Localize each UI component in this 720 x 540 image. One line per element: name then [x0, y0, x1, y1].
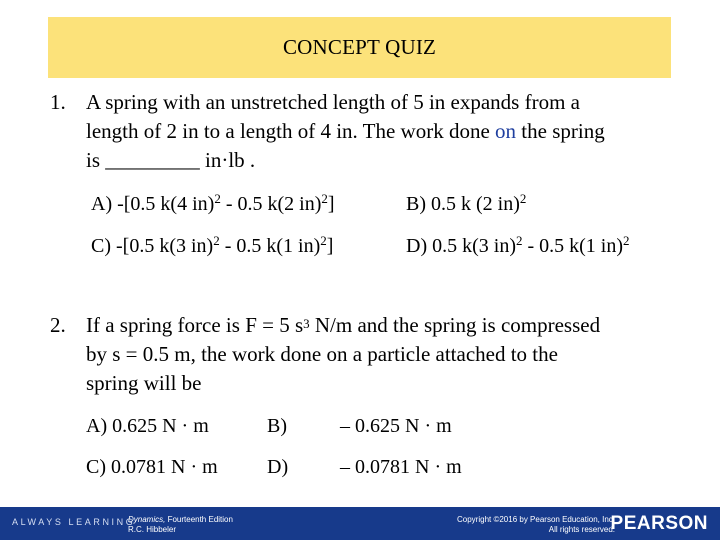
- question-1-line-3: is _________ in·lb .: [86, 148, 256, 172]
- q1-option-c-part-2: - 0.5 k(1 in): [219, 235, 321, 257]
- q2-option-d-value[interactable]: – 0.0781 N · m: [340, 456, 462, 478]
- q1-option-c-exp-1: 2: [213, 233, 220, 248]
- q1-option-c[interactable]: [91, 235, 333, 258]
- q1-option-d[interactable]: [406, 235, 630, 258]
- question-1-line-1: A spring with an unstretched length of 5 in expands from a: [86, 90, 580, 114]
- q2-option-c[interactable]: C) 0.0781 N · m: [86, 456, 218, 478]
- book-edition: Fourteenth Edition: [165, 515, 233, 524]
- question-1-line-2-post: the spring: [516, 119, 605, 143]
- q1-option-d-part-1: D) 0.5 k(3 in): [406, 235, 516, 257]
- copyright-line-2: All rights reserved.: [548, 525, 615, 534]
- q1-option-a[interactable]: [91, 193, 335, 216]
- q1-option-a-part-3: ]: [327, 193, 335, 215]
- slide-title: CONCEPT QUIZ: [282, 35, 437, 59]
- question-2-line-3: spring will be: [86, 371, 202, 395]
- question-2-line-1: [86, 311, 686, 340]
- question-1-number: 1.: [50, 90, 66, 114]
- q1-option-d-part-2: - 0.5 k(1 in): [522, 235, 624, 257]
- q1-option-b-exp: 2: [519, 191, 527, 206]
- q1-option-a-exp-1: 2: [214, 191, 221, 206]
- book-title: Dynamics,: [128, 515, 166, 524]
- question-2-line-1-pre: If a spring force is F = 5 s: [86, 313, 304, 337]
- q1-option-c-part-3: ]: [326, 235, 334, 257]
- q1-option-c-exp-2: 2: [320, 233, 327, 248]
- q2-option-a[interactable]: A) 0.625 N · m: [86, 415, 209, 437]
- question-1-line-2-pre: length of 2 in to a length of 4 in. The work done: [86, 119, 496, 143]
- q1-option-a-part-1: A) -[0.5 k(4 in): [91, 193, 215, 215]
- question-1-text: [86, 88, 686, 175]
- always-learning-text: ALWAYS LEARNING: [12, 517, 136, 527]
- title-banner: [48, 17, 671, 78]
- footer-bar: [0, 507, 720, 540]
- question-2-line-2: by s = 0.5 m, the work done on a particle attached to the: [86, 342, 558, 366]
- q2-option-b-value[interactable]: – 0.625 N · m: [340, 415, 452, 437]
- question-2-number: 2.: [50, 313, 66, 337]
- question-2-exponent: 3: [303, 316, 310, 331]
- book-info: [128, 515, 233, 535]
- q1-option-b-part-1: B) 0.5 k (2 in): [406, 193, 520, 215]
- question-2-text: [86, 311, 686, 398]
- question-1-line-2: [86, 117, 686, 146]
- copyright-notice: [457, 515, 615, 535]
- q1-option-d-exp-2: 2: [623, 233, 630, 248]
- pearson-logo: PEARSON: [610, 513, 708, 534]
- q1-option-c-part-1: C) -[0.5 k(3 in): [91, 235, 214, 257]
- q1-option-b[interactable]: [406, 193, 526, 216]
- copyright-line-1: Copyright ©2016 by Pearson Education, Inc.: [457, 515, 615, 524]
- q2-option-b-label[interactable]: B): [267, 415, 287, 437]
- question-2-line-1-post: N/m and the spring is compressed: [309, 313, 601, 337]
- book-author: R.C. Hibbeler: [128, 525, 177, 534]
- book-title-line: [128, 515, 233, 525]
- q1-option-a-exp-2: 2: [321, 191, 328, 206]
- q2-option-d-label[interactable]: D): [267, 456, 289, 478]
- q1-option-d-exp-1: 2: [515, 233, 523, 248]
- q1-option-a-part-2: - 0.5 k(2 in): [220, 193, 322, 215]
- question-1-accent-word: on: [495, 119, 517, 143]
